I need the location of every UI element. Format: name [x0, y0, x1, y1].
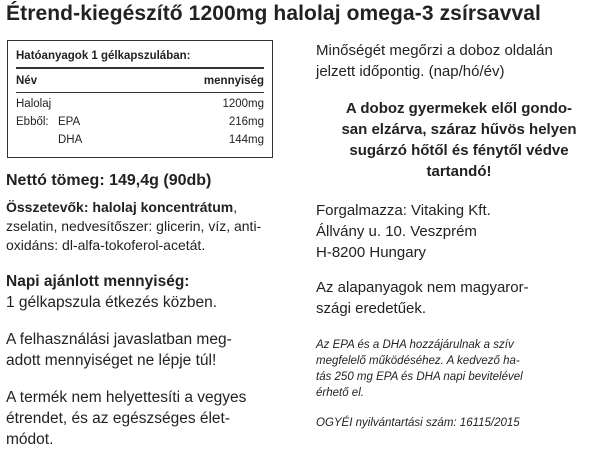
row-label: Ebből: — [16, 116, 49, 128]
row-label — [16, 131, 58, 149]
ingredients-main: halolaj koncentrátum — [92, 199, 234, 215]
storage-warning-line: tartandó! — [426, 163, 492, 180]
origin-line: Az alapanyagok nem magyaror- — [316, 279, 529, 296]
ingredients-rest: , — [233, 199, 238, 215]
table-row — [16, 95, 264, 113]
net-weight: Nettó tömeg: 149,4g (90db) — [6, 172, 212, 189]
row-sub: DHA — [58, 134, 83, 146]
origin-note — [316, 277, 602, 319]
distributor-line: Állvány u. 10. Veszprém — [316, 223, 477, 240]
table-divider — [16, 67, 264, 69]
table-row — [16, 131, 264, 149]
ingredients: Összetevők: halolaj koncentrátum, zselatin, nedvesítőszer: glicerin, víz, anti- oxidáns: dl-alfa-tokoferol-acetát. — [6, 198, 290, 255]
row-label: Halolaj — [16, 98, 52, 110]
row-sub: EPA — [58, 116, 81, 128]
distributor-line: Forgalmazza: Vitaking Kft. — [316, 202, 491, 219]
col-name-header: Név — [16, 75, 38, 87]
dosage-text: 1 gélkapszula étkezés közben. — [6, 294, 218, 311]
table-header — [16, 72, 264, 90]
substitute-line: A termék nem helyettesíti a vegyes — [6, 389, 247, 406]
origin-line: szági eredetűek. — [316, 300, 427, 317]
table-divider — [16, 92, 264, 93]
table-title: Hatóanyagok 1 gélkapszulában: — [16, 50, 191, 62]
col-amount-header: mennyiség — [203, 75, 264, 87]
storage-date-line: Minőségét megőrzi a doboz oldalán — [316, 42, 553, 59]
warning-line: adott mennyiséget ne lépje túl! — [6, 352, 217, 369]
claim-line: Az EPA és a DHA hozzájárulnak a szív — [316, 339, 514, 351]
substitute-line: módot. — [6, 431, 54, 448]
claim-line: érhető el. — [316, 387, 364, 399]
ingredients-label: Összetevők — [6, 199, 84, 215]
health-claim — [316, 337, 602, 401]
storage-warning-line: A doboz gyermekek elől gondo- — [345, 100, 573, 117]
row-amount: 144mg — [228, 134, 264, 146]
ingredients-line: oxidáns: dl-alfa-tokoferol-acetát. — [6, 237, 206, 253]
storage-warning-line: sugárzó hőtől és fénytől védve — [349, 142, 569, 159]
table-row — [16, 113, 264, 131]
dosage-heading: Napi ajánlott mennyiség: — [6, 273, 190, 290]
substitute-note — [6, 387, 290, 450]
distributor — [316, 200, 602, 263]
ingredients-line: zselatin, nedvesítőszer: glicerin, víz, anti- — [6, 218, 262, 234]
warning-line: A felhasználási javaslatban meg- — [6, 331, 232, 348]
right-column — [316, 40, 602, 431]
substitute-line: étrendet, és az egészséges élet- — [6, 410, 231, 427]
storage-warning-line: san elzárva, száraz hűvös helyen — [341, 121, 577, 138]
row-amount: 1200mg — [222, 98, 264, 110]
storage-warning — [316, 98, 602, 182]
row-sub — [51, 95, 222, 113]
row-amount: 216mg — [228, 116, 264, 128]
claim-line: tás 250 mg EPA és DHA napi bevitelével — [316, 371, 523, 383]
dosage — [6, 271, 290, 313]
claim-line: megfelelő működéséhez. A kedvező ha- — [316, 355, 520, 367]
distributor-line: H-8200 Hungary — [316, 244, 427, 261]
storage-date-line: jelzett időpontig. (nap/hó/év) — [316, 63, 505, 80]
registration-number: OGYÉI nyilvántartási szám: 16115/2015 — [316, 417, 520, 429]
warning — [6, 329, 290, 371]
product-title: Étrend-kiegészítő 1200mg halolaj omega-3 zsírsavval — [6, 2, 541, 25]
storage-date — [316, 40, 602, 82]
left-column — [6, 40, 290, 450]
nutrition-table — [7, 40, 273, 158]
